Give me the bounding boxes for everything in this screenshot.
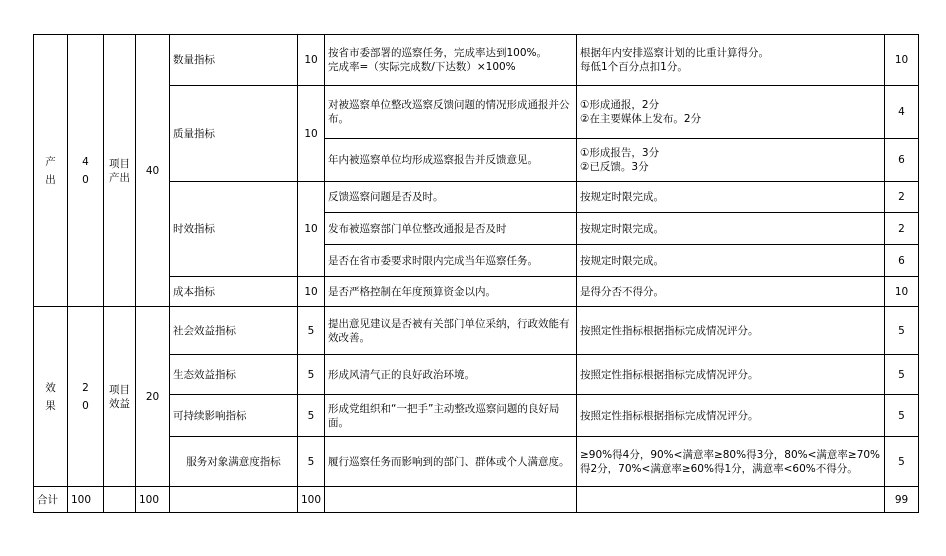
indicator-cell: 成本指标 — [170, 277, 298, 307]
rule-cell: 根据年内安排巡察计划的比重计算得分。 每低1个百分点扣1分。 — [577, 35, 885, 86]
indicator-weight-cell: 5 — [298, 395, 325, 437]
total-weight-2: 100 — [136, 487, 170, 513]
rule-cell: 是得分否不得分。 — [577, 277, 885, 307]
total-weight-3: 100 — [298, 487, 325, 513]
score-cell: 5 — [885, 437, 919, 487]
rule-cell: ≥90%得4分，90%<满意率≥80%得3分，80%<满意率≥70%得2分，70%<满意率≥60%得1分，满意率<60%不得分。 — [577, 437, 885, 487]
desc-cell: 形成风清气正的良好政治环境。 — [325, 355, 577, 395]
desc-cell: 提出意见建议是否被有关部门单位采纳，行政效能有效改善。 — [325, 307, 577, 355]
empty-cell — [577, 487, 885, 513]
score-cell: 5 — [885, 355, 919, 395]
total-label: 合计 — [34, 487, 68, 513]
desc-cell: 发布被巡察部门单位整改通报是否及时 — [325, 213, 577, 245]
indicator-weight-cell: 5 — [298, 355, 325, 395]
desc-cell: 是否在省市委要求时限内完成当年巡察任务。 — [325, 245, 577, 277]
score-cell: 5 — [885, 395, 919, 437]
desc-cell: 年内被巡察单位均形成巡察报告并反馈意见。 — [325, 139, 577, 182]
indicator-weight-cell: 10 — [298, 86, 325, 182]
empty-cell — [325, 487, 577, 513]
table-row — [34, 35, 919, 86]
score-cell: 4 — [885, 86, 919, 139]
score-cell: 6 — [885, 139, 919, 182]
table-row — [34, 307, 919, 355]
score-cell: 10 — [885, 35, 919, 86]
indicator-cell: 数量指标 — [170, 35, 298, 86]
desc-cell: 按省市委部署的巡察任务，完成率达到100%。 完成率=（实际完成数/下达数）×100% — [325, 35, 577, 86]
rule-cell: ①形成通报，2分 ②在主要媒体上发布。2分 — [577, 86, 885, 139]
sub-weight-cell: 20 — [136, 307, 170, 487]
desc-cell: 履行巡察任务而影响到的部门、群体或个人满意度。 — [325, 437, 577, 487]
desc-cell: 是否严格控制在年度预算资金以内。 — [325, 277, 577, 307]
indicator-weight-cell: 5 — [298, 437, 325, 487]
rule-cell: 按规定时限完成。 — [577, 213, 885, 245]
score-cell: 5 — [885, 307, 919, 355]
desc-cell: 对被巡察单位整改巡察反馈问题的情况形成通报并公布。 — [325, 86, 577, 139]
empty-cell — [104, 487, 136, 513]
sub-weight-cell: 40 — [136, 35, 170, 307]
score-cell: 2 — [885, 213, 919, 245]
group-weight-cell: 4 0 — [68, 35, 104, 307]
rule-cell: 按照定性指标根据指标完成情况评分。 — [577, 395, 885, 437]
empty-cell — [170, 487, 298, 513]
sub-cell: 项目 产出 — [104, 35, 136, 307]
group-cell: 效 果 — [34, 307, 68, 487]
performance-table — [33, 34, 919, 513]
total-score: 99 — [885, 487, 919, 513]
indicator-cell: 生态效益指标 — [170, 355, 298, 395]
rule-cell: ①形成报告，3分 ②已反馈。3分 — [577, 139, 885, 182]
group-weight-cell: 2 0 — [68, 307, 104, 487]
rule-cell: 按规定时限完成。 — [577, 182, 885, 213]
indicator-cell: 质量指标 — [170, 86, 298, 182]
rule-cell: 按照定性指标根据指标完成情况评分。 — [577, 307, 885, 355]
indicator-cell: 可持续影响指标 — [170, 395, 298, 437]
sub-cell: 项目 效益 — [104, 307, 136, 487]
indicator-cell: 服务对象满意度指标 — [170, 437, 298, 487]
indicator-weight-cell: 10 — [298, 277, 325, 307]
score-cell: 10 — [885, 277, 919, 307]
rule-cell: 按照定性指标根据指标完成情况评分。 — [577, 355, 885, 395]
indicator-weight-cell: 10 — [298, 35, 325, 86]
total-weight-1: 100 — [68, 487, 104, 513]
indicator-cell: 时效指标 — [170, 182, 298, 277]
indicator-cell: 社会效益指标 — [170, 307, 298, 355]
score-cell: 6 — [885, 245, 919, 277]
desc-cell: 形成党组织和“一把手”主动整改巡察问题的良好局面。 — [325, 395, 577, 437]
desc-cell: 反馈巡察问题是否及时。 — [325, 182, 577, 213]
indicator-weight-cell: 5 — [298, 307, 325, 355]
indicator-weight-cell: 10 — [298, 182, 325, 277]
rule-cell: 按规定时限完成。 — [577, 245, 885, 277]
total-row — [34, 487, 919, 513]
score-cell: 2 — [885, 182, 919, 213]
group-cell: 产 出 — [34, 35, 68, 307]
